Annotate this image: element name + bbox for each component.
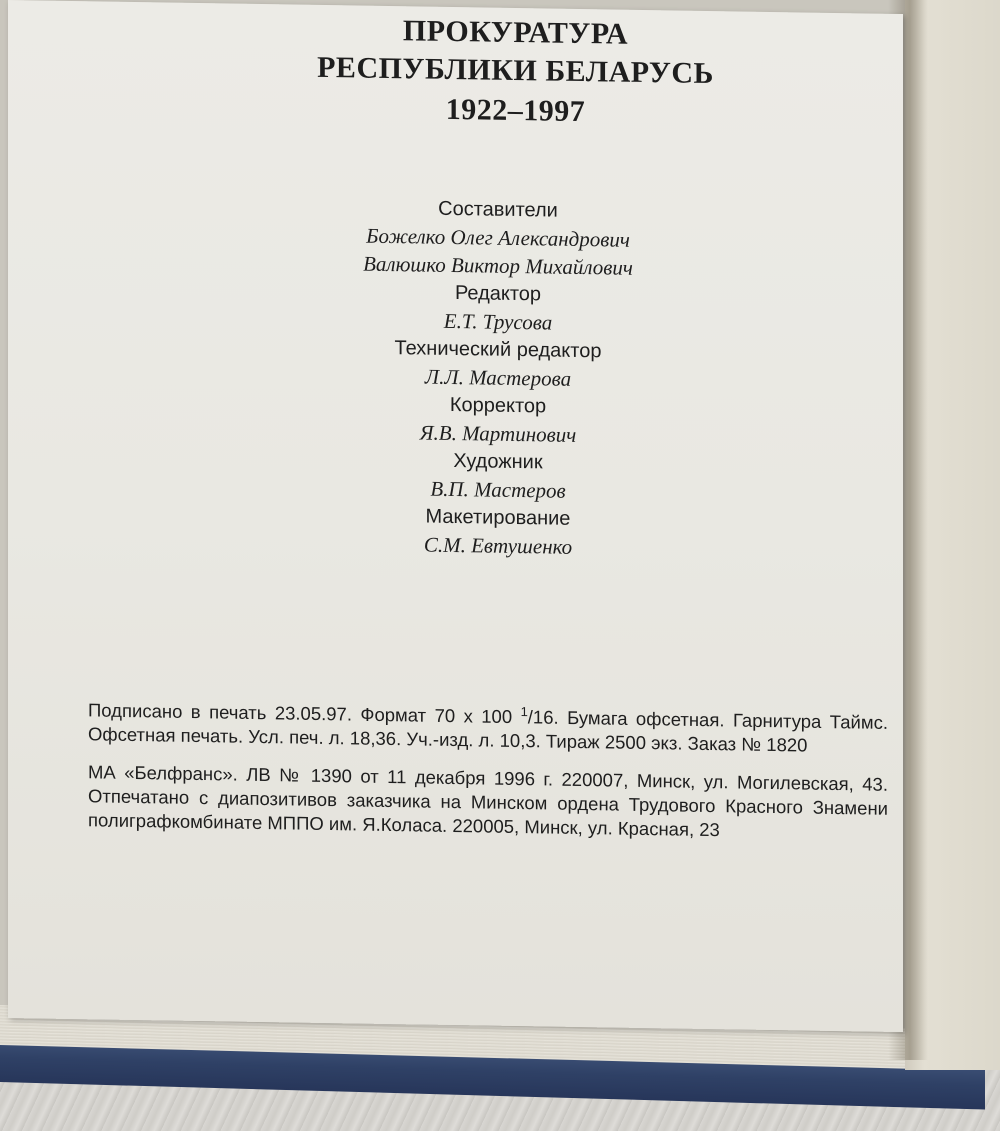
credit-person: С.М. Евтушенко <box>423 532 573 559</box>
credit-artist <box>318 445 678 507</box>
credit-person: Валюшко Виктор Михайлович <box>363 251 633 280</box>
imprint-block <box>88 693 888 859</box>
imprint-text: /16. Бумага офсетная. Гарнитура Таймс. Офсетная печать. Усл. печ. л. 18,36. Уч.-изд. л. 10,3. Тираж 2500 экз. Заказ № 1820 <box>88 706 888 756</box>
credit-person: Л.Л. Мастерова <box>424 364 572 391</box>
credit-role: Составители <box>438 197 558 222</box>
credit-role: Корректор <box>449 393 547 418</box>
credit-editor <box>318 277 678 339</box>
credit-role: Технический редактор <box>394 337 602 363</box>
credit-proofreader <box>318 389 678 451</box>
title-line-2: РЕСПУБЛИКИ БЕЛАРУСЬ <box>317 50 714 91</box>
imprint-fraction: 1 <box>520 704 528 720</box>
credit-person: Я.В. Мартинович <box>419 420 577 447</box>
book-page <box>8 0 903 1032</box>
credit-role: Редактор <box>454 282 542 306</box>
credit-layout <box>318 501 678 563</box>
credit-compilers <box>318 193 678 283</box>
credit-tech-editor <box>318 333 678 395</box>
imprint-print-details <box>88 693 888 759</box>
imprint-publisher-details: МА «Белфранс». ЛВ № 1390 от 11 декабря 1996 г. 220007, Минск, ул. Могилевская, 43. Отпечатано с диапозитивов заказчика на Минском ордена Трудового Красного Знамени полиграфкомбинате МППО им. Я.Коласа. 220005, Минск, ул. Красная, 23 <box>88 761 888 841</box>
credit-role: Художник <box>453 449 543 474</box>
credit-person: Божелко Олег Александрович <box>366 223 630 252</box>
title-years: 1922–1997 <box>445 92 586 129</box>
credit-role: Макетирование <box>425 505 571 530</box>
imprint-text: Подписано в печать 23.05.97. Формат 70 х 100 <box>88 699 521 728</box>
credit-person: В.П. Мастеров <box>430 476 566 503</box>
credits-block <box>318 193 678 563</box>
title-line-1: ПРОКУРАТУРА <box>402 14 629 51</box>
credit-person: Е.Т. Трусова <box>443 308 553 335</box>
